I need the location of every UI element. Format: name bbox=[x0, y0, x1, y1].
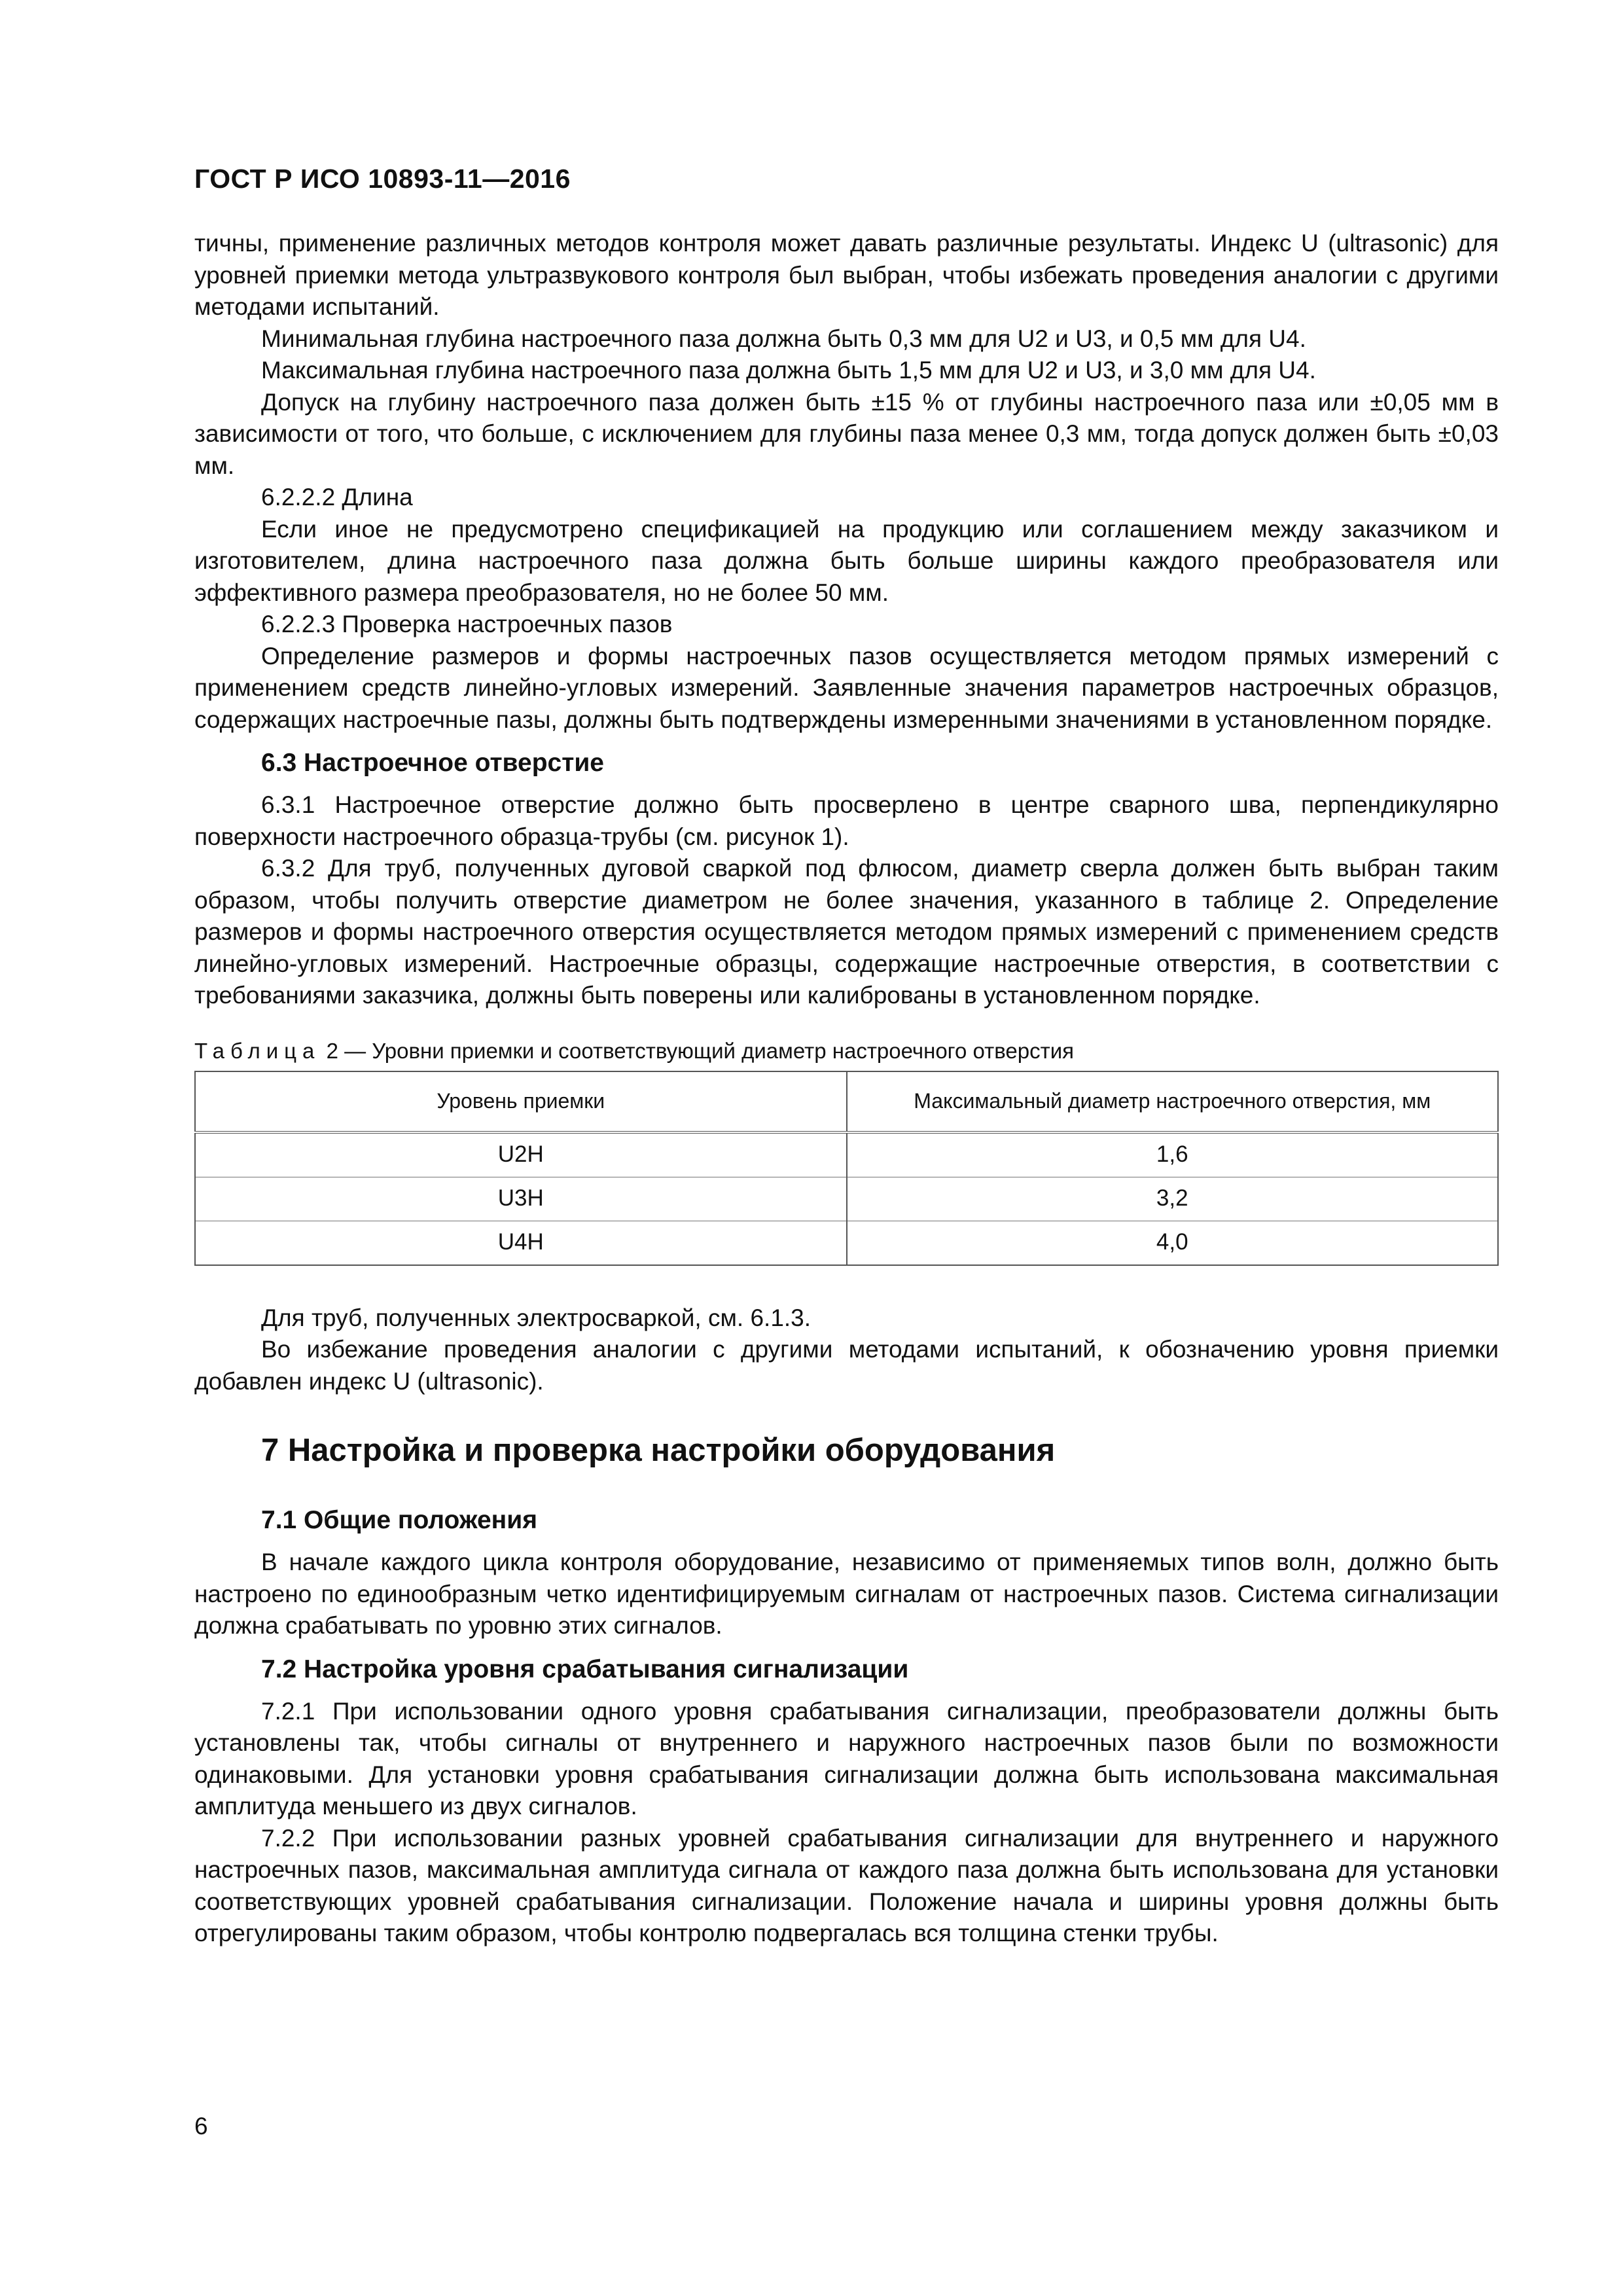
table-caption-text: 2 — Уровни приемки и соответствующий диаметр настроечного отверстия bbox=[326, 1038, 1075, 1063]
table-header-row bbox=[195, 1071, 1498, 1132]
paragraph-length: Если иное не предусмотрено спецификацией на продукцию или соглашением между заказчиком и изготовителем, длина настроечного паза должна быть больше ширины каждого преобразователя или эффективного размера преобразователя, но не более 50 мм. bbox=[194, 515, 1499, 606]
section-heading-7-2: 7.2 Настройка уровня срабатывания сигнализации bbox=[261, 1655, 909, 1683]
paragraph-tolerance: Допуск на глубину настроечного паза должен быть ±15 % от глубины настроечного паза или ±0,05 мм в зависимости от того, что больше, с исключением для глубины паза менее 0,3 мм, тогда допуск должен быть ±0,03 мм. bbox=[194, 388, 1499, 479]
paragraph-7-2-2: 7.2.2 При использовании разных уровней срабатывания сигнализации для внутреннего и наружного настроечных пазов, максимальная амплитуда сигнала от каждого паза должна быть использована для установки соответствующих уровней срабатывания сигнализации. Положение начала и ширины уровня должны быть отрегулированы таким образом, чтобы контролю подвергалась вся толщина стенки трубы. bbox=[194, 1824, 1499, 1946]
section-heading-7: 7 Настройка и проверка настройки оборудования bbox=[261, 1433, 1056, 1468]
table-cell: U2H bbox=[195, 1132, 847, 1177]
paragraph-electric-welding: Для труб, полученных электросваркой, см. 6.1.3. bbox=[261, 1304, 812, 1331]
table-cell: U4H bbox=[195, 1221, 847, 1265]
subclause-heading-6223: 6.2.2.3 Проверка настроечных пазов bbox=[261, 611, 673, 637]
paragraph-7-1: В начале каждого цикла контроля оборудование, независимо от применяемых типов волн, должно быть настроено по единообразным четко идентифицируемым сигналам от настроечных пазов. Система сигнализации должна срабатывать по уровню этих сигналов. bbox=[194, 1549, 1499, 1639]
table-caption bbox=[194, 1038, 1499, 1064]
table-row bbox=[195, 1177, 1498, 1221]
table-row bbox=[195, 1132, 1498, 1177]
subclause-heading-6222: 6.2.2.2 Длина bbox=[261, 484, 413, 511]
table-cell: 4,0 bbox=[847, 1221, 1499, 1265]
standard-header: ГОСТ Р ИСО 10893-11—2016 bbox=[194, 164, 571, 194]
paragraph-6-3-1: 6.3.1 Настроечное отверстие должно быть просверлено в центре сварного шва, перпендикулярно поверхности настроечного образца-трубы (см. рисунок 1). bbox=[194, 791, 1499, 850]
table-cell: U3H bbox=[195, 1177, 847, 1221]
section-heading-6-3: 6.3 Настроечное отверстие bbox=[261, 749, 604, 777]
paragraph-notch-check: Определение размеров и формы настроечных пазов осуществляется методом прямых измерений с применением средств линейно-угловых измерений. Заявленные значения параметров настроечных образцов, содержащих настроечные пазы, должны быть подтверждены измеренными значениями в установленном порядке. bbox=[194, 642, 1499, 733]
paragraph-index-u: Во избежание проведения аналогии с другими методами испытаний, к обозначению уровня приемки добавлен индекс U (ultrasonic). bbox=[194, 1336, 1499, 1395]
acceptance-levels-table bbox=[194, 1071, 1499, 1266]
paragraph-max-depth: Максимальная глубина настроечного паза должна быть 1,5 мм для U2 и U3, и 3,0 мм для U4. bbox=[261, 357, 1316, 384]
page-number: 6 bbox=[194, 2113, 208, 2140]
paragraph-intro: тичны, применение различных методов контроля может давать различные результаты. Индекс U (ultrasonic) для уровней приемки метода ультразвукового контроля был выбран, чтобы избежать проведения аналогии с другими методами испытаний. bbox=[194, 230, 1499, 320]
table-header-cell: Максимальный диаметр настроечного отверстия, мм bbox=[847, 1071, 1499, 1132]
page-content bbox=[194, 228, 1499, 1950]
spacer bbox=[194, 1540, 1499, 1547]
paragraph-6-3-2: 6.3.2 Для труб, полученных дуговой сваркой под флюсом, диаметр сверла должен быть выбран таким образом, чтобы получить отверстие диаметром не более значения, указанного в таблице 2. Определение размеров и формы настроечного отверстия осуществляется методом прямых измерений с применением средств линейно-угловых измерений. Настроечные образцы, содержащие настроечные отверстия, в соответствии с требованиями заказчика, должны быть поверены или калиброваны в установленном порядке. bbox=[194, 855, 1499, 1009]
table-cell: 1,6 bbox=[847, 1132, 1499, 1177]
paragraph-7-2-1: 7.2.1 При использовании одного уровня срабатывания сигнализации, преобразователи должны быть установлены так, чтобы сигналы от внутреннего и наружного настроечных пазов были по возможности одинаковыми. Для установки уровня срабатывания сигнализации должна быть использована максимальная амплитуда меньшего из двух сигналов. bbox=[194, 1697, 1499, 1820]
spacer bbox=[194, 1642, 1499, 1650]
paragraph-min-depth: Минимальная глубина настроечного паза должна быть 0,3 мм для U2 и U3, и 0,5 мм для U4. bbox=[261, 325, 1306, 352]
table-header-cell: Уровень приемки bbox=[195, 1071, 847, 1132]
spacer bbox=[194, 1689, 1499, 1696]
spacer bbox=[194, 736, 1499, 744]
table-caption-label: Таблица bbox=[194, 1038, 321, 1063]
spacer bbox=[194, 783, 1499, 789]
table-cell: 3,2 bbox=[847, 1177, 1499, 1221]
table-row bbox=[195, 1221, 1498, 1265]
section-heading-7-1: 7.1 Общие положения bbox=[261, 1506, 537, 1534]
